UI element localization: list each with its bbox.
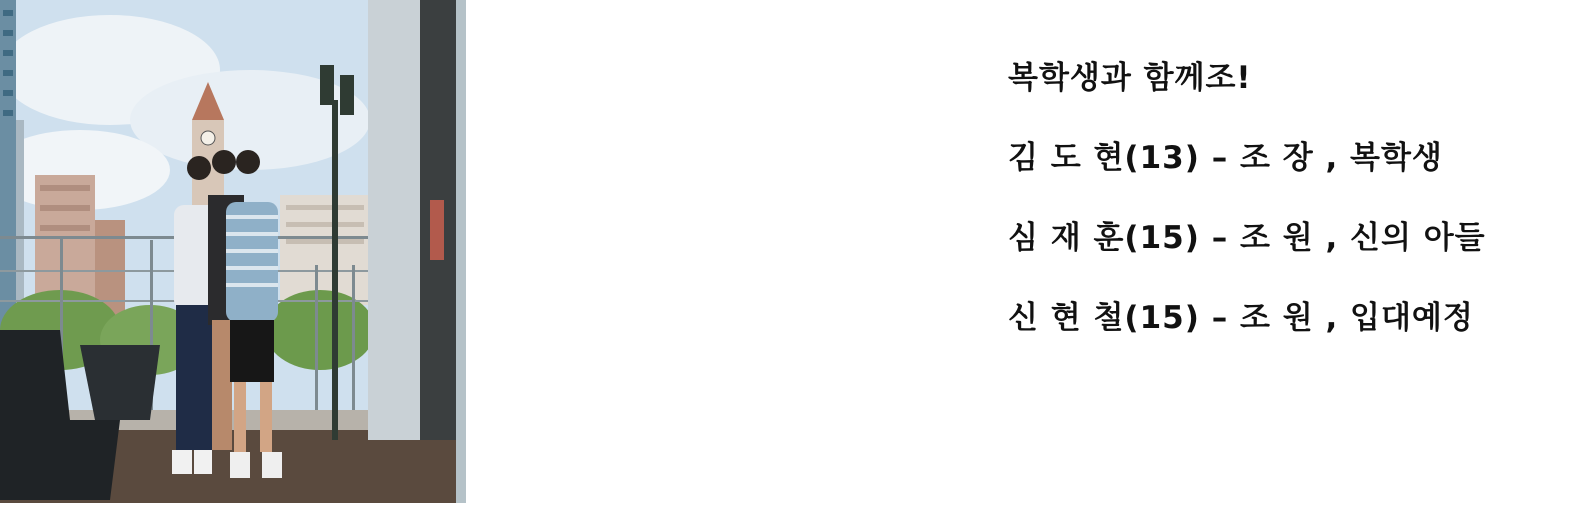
team-title: 복학생과 함께조! <box>1008 60 1252 96</box>
team-text <box>1008 58 1548 338</box>
group-photo <box>0 0 466 503</box>
group-photo-illustration <box>0 0 466 503</box>
member-line-3: 신 현 철(15) – 조 원 , 입대예정 <box>1008 300 1474 336</box>
member-line-1: 김 도 현(13) – 조 장 , 복학생 <box>1008 140 1443 176</box>
member-line-2: 심 재 훈(15) – 조 원 , 신의 아들 <box>1008 220 1486 256</box>
